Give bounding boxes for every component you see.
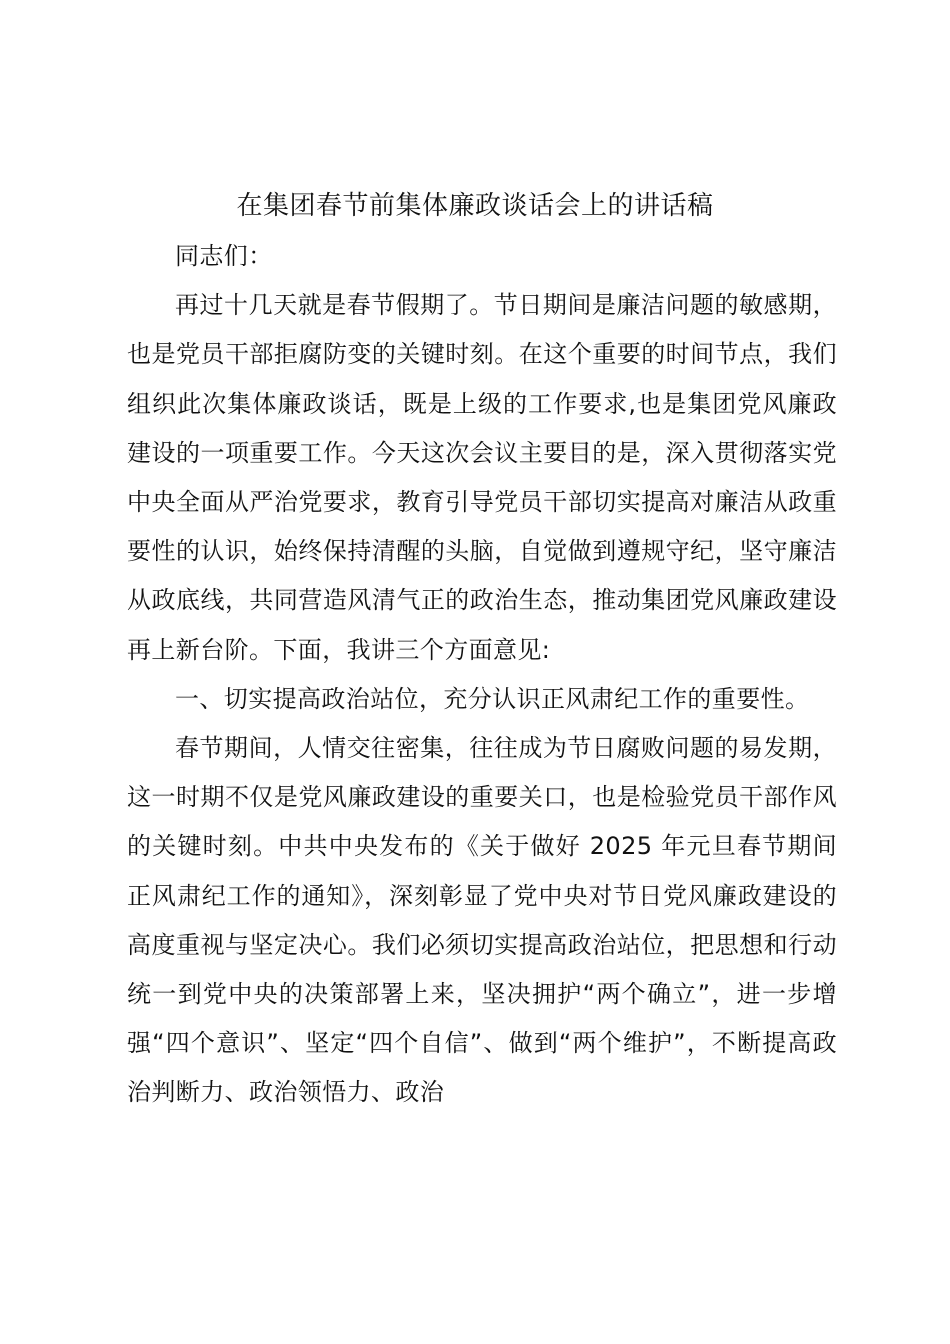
section-heading-1: 一、切实提高政治站位，充分认识正风肃纪工作的重要性。 bbox=[175, 684, 810, 713]
paragraph-section-1: 春节期间，人情交往密集，往往成为节日腐败问题的易发期，这一时期不仅是党风廉政建设的重要关口，也是检验党员干部作风的关键时刻。中共中央发布的《关于做好 2025 年元旦春节期间正风肃纪工作的通知》，深刻彰显了党中央对节日党风廉政建设的高度重视与坚定决心。我们必须切实提高政治站位，把思想和行动统一到党中央的决策部署上来，坚决拥护“两个确立”，进一步增强“四个意识”、坚定“四个自信”、做到“两个维护”，不断提高政治判断力、政治领悟力、政治 bbox=[127, 734, 837, 1107]
paragraph-intro: 再过十几天就是春节假期了。节日期间是廉洁问题的敏感期，也是党员干部拒腐防变的关键时刻。在这个重要的时间节点，我们组织此次集体廉政谈话，既是上级的工作要求,也是集团党风廉政建设的一项重要工作。今天这次会议主要目的是，深入贯彻落实党中央全面从严治党要求，教育引导党员干部切实提高对廉洁从政重要性的认识，始终保持清醒的头脑，自觉做到遵规守纪，坚守廉洁从政底线，共同营造风清气正的政治生态，推动集团党风廉政建设再上新台阶。下面，我讲三个方面意见: bbox=[127, 291, 837, 664]
salutation: 同志们： bbox=[175, 242, 273, 270]
document-body bbox=[127, 232, 837, 1118]
document-title: 在集团春节前集体廉政谈话会上的讲话稿 bbox=[236, 191, 714, 221]
